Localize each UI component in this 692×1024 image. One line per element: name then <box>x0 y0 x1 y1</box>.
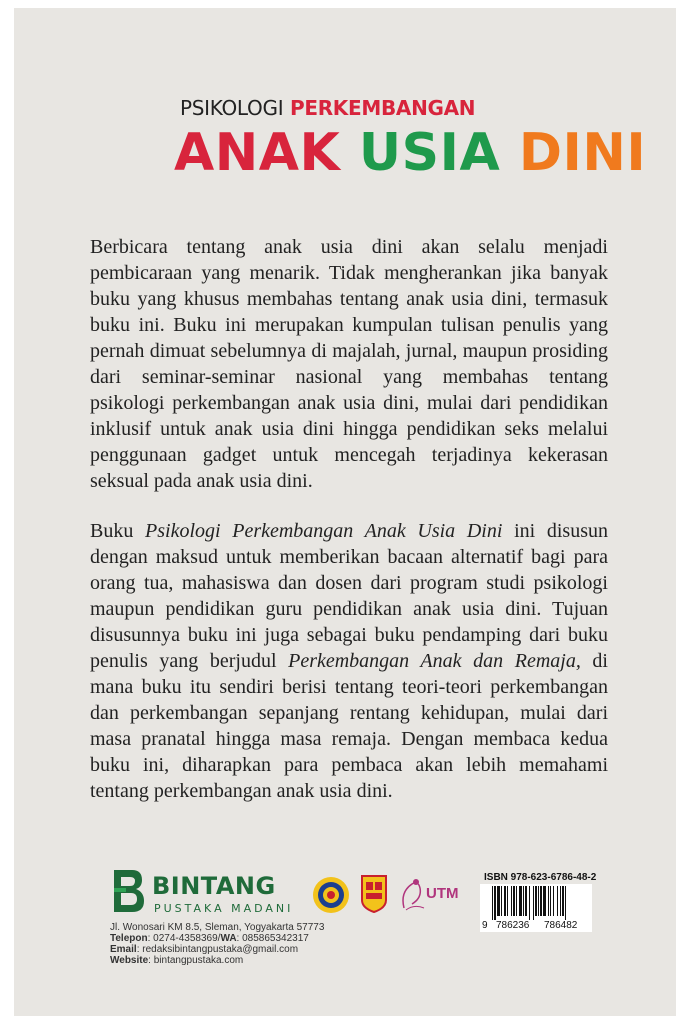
barcode-bar <box>525 886 527 916</box>
barcode-bar <box>504 886 506 916</box>
barcode-bar <box>511 886 512 916</box>
barcode-group-2: 786482 <box>544 920 578 931</box>
blurb-text: di mana buku itu sendiri berisi tentang teori-teori perkembangan dan perkembangan sepanjang rentang kehidupan, mulai dari masa pranatal hingga masa remaja. Dengan membaca kedua buku ini, diharapkan para pembaca akan lebih memahami tentang perkembangan anak usia dini. <box>90 650 608 802</box>
publisher-b-icon <box>110 868 146 914</box>
title-word-anak: ANAK <box>174 123 341 183</box>
publisher-subname: PUSTAKA MADANI <box>154 902 294 915</box>
barcode-bar <box>516 886 517 916</box>
publisher-address: Jl. Wonosari KM 8.5, Sleman, Yogyakarta 57773 <box>110 922 325 933</box>
publisher-website: Website: bintangpustaka.com <box>110 955 244 966</box>
publisher-logo <box>110 868 310 928</box>
title-word-usia: USIA <box>358 123 501 183</box>
barcode-bar <box>492 886 493 920</box>
barcode-bar <box>494 886 496 920</box>
barcode-bar <box>560 886 561 916</box>
barcode-bar <box>497 886 500 916</box>
barcode-bar <box>507 886 508 916</box>
barcode-digit-first: 9 <box>482 920 488 931</box>
title-word-dini: DINI <box>518 123 647 183</box>
barcode-bar <box>550 886 551 916</box>
publisher-email: Email: redaksibintangpustaka@gmail.com <box>110 944 299 955</box>
title-prefix: PSIKOLOGI <box>180 96 284 120</box>
blurb-paragraph-1: Berbicara tentang anak usia dini akan selalu menjadi pembicaraan yang menarik. Tidak mengherankan jika banyak buku yang khusus membahas tentang anak usia dini, termasuk buku ini. Buku ini merupakan kumpulan tulisan penulis yang pernah dimuat sebelumnya di majalah, jurnal, maupun prosiding dari seminar-seminar nasional yang membahas tentang psikologi perkembangan anak usia dini, mulai dari pendidikan inklusif untuk anak usia dini hingga pendidikan seks melalui penggunaan gadget untuk mencegah terjadinya kekerasan seksual pada anak usia dini. <box>90 236 608 492</box>
isbn-barcode <box>480 884 592 932</box>
barcode-bars <box>480 884 592 920</box>
blurb-paragraph-2 <box>90 518 608 804</box>
university-seal-icon <box>312 876 350 914</box>
barcode-bar <box>548 886 549 916</box>
back-cover <box>14 8 676 1016</box>
barcode-group-1: 786236 <box>496 920 530 931</box>
companion-book-title-italic: Perkembangan Anak dan Remaja, <box>288 650 581 672</box>
barcode-bar <box>557 886 558 916</box>
publisher-contact <box>110 922 370 966</box>
barcode-bar <box>529 886 530 920</box>
barcode-bar <box>533 886 534 920</box>
barcode-bar <box>519 886 522 916</box>
barcode-bar <box>553 886 554 916</box>
publisher-phone: Telepon: 0274-4358369/WA: 085865342317 <box>110 933 309 944</box>
faculty-shield-icon <box>360 874 388 914</box>
barcode-bar <box>540 886 542 916</box>
utm-logo-text: UTM <box>426 885 459 902</box>
isbn-label: ISBN 978-623-6786-48-2 <box>484 872 597 883</box>
barcode-bar <box>538 886 539 916</box>
title-line-1 <box>180 96 475 120</box>
barcode-bar <box>535 886 537 916</box>
barcode-bar <box>513 886 515 916</box>
blurb-text: Buku <box>90 520 146 542</box>
book-title-italic: Psikologi Perkembangan Anak Usia Dini <box>145 520 503 542</box>
barcode-bar <box>543 886 546 916</box>
blurb-text: ini disusun dengan maksud untuk memberikan bacaan alternatif bagi para orang tua, mahasiswa dan dosen dari program studi psikologi maupun pendidikan guru pendidikan anak usia dini. Tujuan disusunnya buku ini juga sebagai buku pendamping dari buku penulis yang berjudul <box>90 520 608 672</box>
publisher-name: BINTANG <box>152 872 276 900</box>
title-line-2 <box>174 122 646 184</box>
barcode-bar <box>523 886 524 916</box>
barcode-bar <box>501 886 502 916</box>
barcode-bar <box>562 886 564 916</box>
utm-logo-icon <box>398 874 464 914</box>
barcode-bar <box>565 886 566 920</box>
barcode-digits <box>480 920 592 932</box>
title-highlight: PERKEMBANGAN <box>289 96 476 120</box>
